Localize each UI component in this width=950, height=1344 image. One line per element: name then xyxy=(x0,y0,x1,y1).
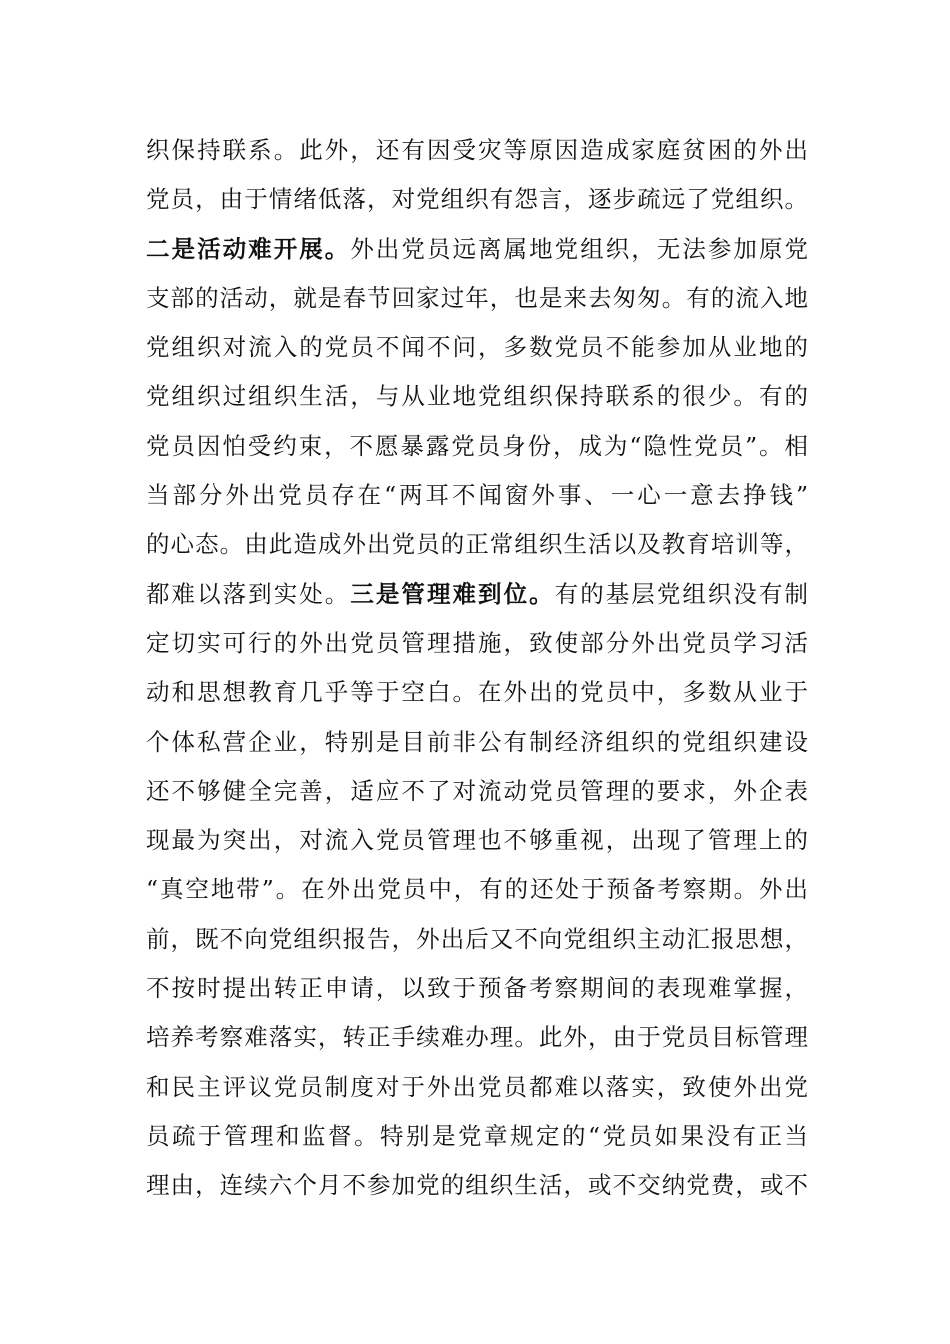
text-line: 理由，连续六个月不参加党的组织生活，或不交纳党费，或不 xyxy=(146,1171,808,1200)
text-segment: 外出党员远离属地党组织，无法参加原党 xyxy=(350,234,809,263)
section-heading-2: 二是活动难开展。 xyxy=(146,234,351,263)
text-line: 个体私营企业，特别是目前非公有制经济组织的党组织建设 xyxy=(146,727,808,756)
text-line: 支部的活动，就是春节回家过年，也是来去匆匆。有的流入地 xyxy=(146,283,808,312)
text-line: 定切实可行的外出党员管理措施，致使部分外出党员学习活 xyxy=(146,628,808,657)
text-line: 还不够健全完善，适应不了对流动党员管理的要求，外企表 xyxy=(146,776,808,805)
text-line: 党员，由于情绪低落，对党组织有怨言，逐步疏远了党组织。 xyxy=(146,185,808,214)
text-line: 不按时提出转正申请，以致于预备考察期间的表现难掌握， xyxy=(146,974,808,1003)
section-heading-3: 三是管理难到位。 xyxy=(350,579,555,608)
text-line: 织保持联系。此外，还有因受灾等原因造成家庭贫困的外出 xyxy=(146,136,808,164)
text-line: “真空地带”。在外出党员中，有的还处于预备考察期。外出 xyxy=(146,875,808,904)
text-line xyxy=(146,225,808,274)
text-line: 员疏于管理和监督。特别是党章规定的“党员如果没有正当 xyxy=(146,1121,808,1150)
text-segment: 有的基层党组织没有制 xyxy=(554,579,809,608)
text-segment: 都难以落到实处。 xyxy=(146,579,351,608)
body-text xyxy=(146,126,808,1211)
text-line: 前，既不向党组织报告，外出后又不向党组织主动汇报思想， xyxy=(146,924,808,953)
text-line: 的心态。由此造成外出党员的正常组织生活以及教育培训等， xyxy=(146,530,808,559)
text-line: 党员因怕受约束，不愿暴露党员身份，成为“隐性党员”。相 xyxy=(146,431,808,460)
text-line xyxy=(146,570,808,619)
text-line: 动和思想教育几乎等于空白。在外出的党员中，多数从业于 xyxy=(146,678,808,707)
text-line: 党组织对流入的党员不闻不问，多数党员不能参加从业地的 xyxy=(146,333,808,362)
text-line: 党组织过组织生活，与从业地党组织保持联系的很少。有的 xyxy=(146,382,808,411)
text-line: 当部分外出党员存在“两耳不闻窗外事、一心一意去挣钱” xyxy=(146,481,808,510)
text-line: 培养考察难落实，转正手续难办理。此外，由于党员目标管理 xyxy=(146,1023,808,1052)
text-line: 现最为突出，对流入党员管理也不够重视，出现了管理上的 xyxy=(146,826,808,855)
text-line: 和民主评议党员制度对于外出党员都难以落实，致使外出党 xyxy=(146,1072,808,1101)
